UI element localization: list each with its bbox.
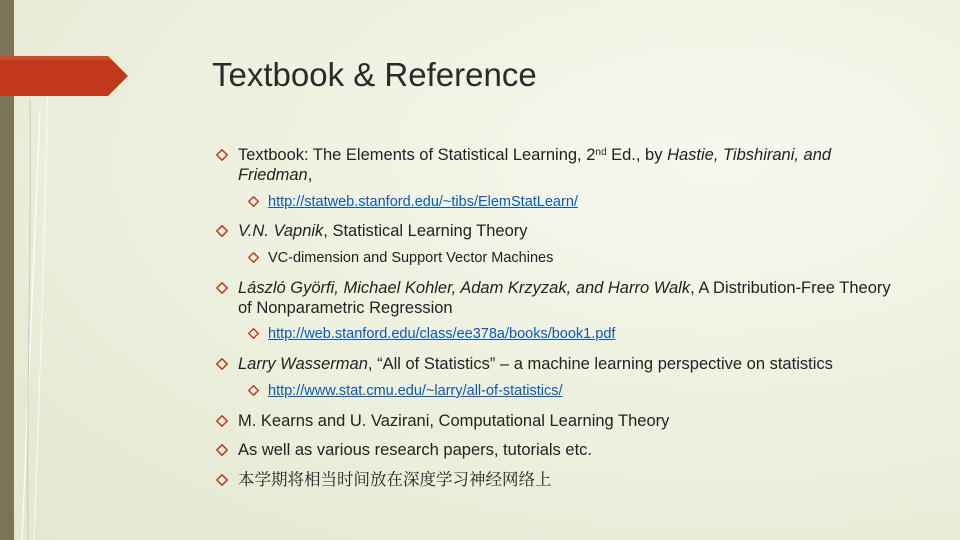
subitem-text: VC-dimension and Support Vector Machines bbox=[268, 250, 554, 266]
diamond-bullet-icon bbox=[248, 385, 259, 396]
diamond-bullet-icon bbox=[216, 225, 228, 237]
diamond-bullet-icon bbox=[248, 328, 259, 339]
list-item bbox=[216, 278, 906, 318]
author: Larry Wasserman bbox=[238, 355, 368, 373]
item-text bbox=[238, 278, 906, 318]
item-text-part: Ed., by bbox=[606, 146, 668, 164]
list-subitem bbox=[248, 249, 553, 267]
list-item bbox=[216, 354, 916, 374]
diamond-bullet-icon bbox=[248, 196, 259, 207]
list-subitem bbox=[248, 325, 615, 343]
item-text-part: , bbox=[307, 166, 313, 184]
diamond-bullet-icon bbox=[216, 358, 228, 370]
item-text bbox=[238, 221, 528, 241]
diamond-bullet-icon bbox=[216, 474, 228, 486]
author: V.N. Vapnik bbox=[238, 222, 324, 240]
reference-link[interactable]: http://web.stanford.edu/class/ee378a/books/book1.pdf bbox=[268, 326, 616, 342]
item-text: As well as various research papers, tutorials etc. bbox=[238, 441, 592, 459]
diamond-bullet-icon bbox=[216, 282, 228, 294]
list-item bbox=[216, 411, 669, 431]
item-text: M. Kearns and U. Vazirani, Computational Learning Theory bbox=[238, 412, 670, 430]
item-text-part: Textbook: The Elements of Statistical Learning, 2 bbox=[238, 146, 596, 164]
list-subitem bbox=[248, 193, 578, 211]
item-text-part: , Statistical Learning Theory bbox=[323, 222, 528, 240]
item-text bbox=[238, 354, 833, 374]
superscript: nd bbox=[595, 147, 607, 158]
diamond-bullet-icon bbox=[216, 149, 228, 161]
list-item bbox=[216, 145, 896, 185]
diamond-bullet-icon bbox=[216, 415, 228, 427]
list-subitem bbox=[248, 382, 563, 400]
diamond-bullet-icon bbox=[248, 252, 259, 263]
reference-link[interactable]: http://statweb.stanford.edu/~tibs/ElemStatLearn/ bbox=[268, 194, 578, 210]
item-text-part: , “All of Statistics” – a machine learning perspective on statistics bbox=[367, 355, 833, 373]
list-item bbox=[216, 470, 552, 490]
authors: László Györfi, Michael Kohler, Adam Krzyzak, and Harro Walk bbox=[238, 279, 691, 297]
item-text: 本学期将相当时间放在深度学习神经网络上 bbox=[238, 471, 552, 489]
slide-title: Textbook & Reference bbox=[212, 56, 537, 93]
authors: Hastie, Tibshirani, and Friedman bbox=[238, 146, 832, 184]
item-text bbox=[238, 145, 896, 185]
diamond-bullet-icon bbox=[216, 444, 228, 456]
reference-link[interactable]: http://www.stat.cmu.edu/~larry/all-of-statistics/ bbox=[268, 383, 563, 399]
list-item bbox=[216, 221, 528, 241]
item-text-part: , A Distribution-Free Theory of Nonparametric Regression bbox=[238, 279, 891, 317]
list-item bbox=[216, 440, 592, 460]
